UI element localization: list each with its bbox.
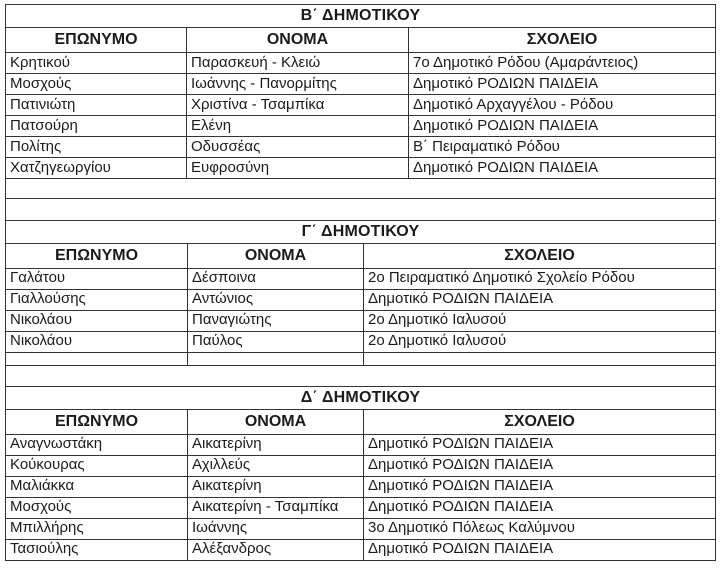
cell: Τασιούλης <box>6 539 188 560</box>
cell: Μοσχούς <box>6 497 188 518</box>
grade-table-b-dimotikou <box>5 4 716 179</box>
cell: 7ο Δημοτικό Ρόδου (Αμαράντειος) <box>409 53 716 74</box>
cell: Οδυσσέας <box>187 137 409 158</box>
table-row <box>6 137 716 158</box>
table-title: Δ΄ ΔΗΜΟΤΙΚΟΥ <box>6 386 716 409</box>
table-title: Γ΄ ΔΗΜΟΤΙΚΟΥ <box>6 220 716 243</box>
table-row <box>6 310 716 331</box>
table-row <box>6 116 716 137</box>
cell: Δημοτικό ΡΟΔΙΩΝ ΠΑΙΔΕΙΑ <box>409 74 716 95</box>
column-header-surname: ΕΠΩΝΥΜΟ <box>6 28 187 53</box>
cell: Δημοτικό ΡΟΔΙΩΝ ΠΑΙΔΕΙΑ <box>409 158 716 179</box>
cell: Νικολάου <box>6 331 188 352</box>
cell: Ελένη <box>187 116 409 137</box>
table-row <box>6 53 716 74</box>
cell: Ιωάννης <box>188 518 364 539</box>
empty-row <box>5 365 716 387</box>
cell: Μπιλλήρης <box>6 518 188 539</box>
cell: Δημοτικό ΡΟΔΙΩΝ ΠΑΙΔΕΙΑ <box>364 289 716 310</box>
table-title: Β΄ ΔΗΜΟΤΙΚΟΥ <box>6 5 716 28</box>
cell: Πατσούρη <box>6 116 187 137</box>
cell: Μαλιάκκα <box>6 476 188 497</box>
cell: Αλέξανδρος <box>188 539 364 560</box>
cell: Αικατερίνη - Τσαμπίκα <box>188 497 364 518</box>
table-row <box>6 289 716 310</box>
table-row <box>6 158 716 179</box>
table-row <box>6 497 716 518</box>
table-body <box>6 268 716 366</box>
grade-table-d-dimotikou <box>5 386 716 561</box>
table-row <box>6 455 716 476</box>
cell: Παρασκευή - Κλειώ <box>187 53 409 74</box>
cell: Γιαλλούσης <box>6 289 188 310</box>
cell <box>364 352 716 366</box>
cell <box>188 352 364 366</box>
column-header-firstname: ΟΝΟΜΑ <box>188 409 364 434</box>
column-header-firstname: ΟΝΟΜΑ <box>188 243 364 268</box>
table-row <box>6 352 716 366</box>
title-row <box>6 386 716 409</box>
cell: Πατινιώτη <box>6 95 187 116</box>
cell: Δέσποινα <box>188 268 364 289</box>
grade-table-g-dimotikou <box>5 220 716 367</box>
table-row <box>6 518 716 539</box>
table-row <box>6 268 716 289</box>
table-row <box>6 95 716 116</box>
empty-row <box>5 198 716 221</box>
table-body <box>6 434 716 560</box>
cell: Δημοτικό ΡΟΔΙΩΝ ΠΑΙΔΕΙΑ <box>364 497 716 518</box>
cell: Δημοτικό Αρχαγγέλου - Ρόδου <box>409 95 716 116</box>
cell: Παναγιώτης <box>188 310 364 331</box>
cell: Πολίτης <box>6 137 187 158</box>
cell: Β΄ Πειραματικό Ρόδου <box>409 137 716 158</box>
cell: Αικατερίνη <box>188 434 364 455</box>
title-row <box>6 5 716 28</box>
table-row <box>6 539 716 560</box>
cell: Αναγνωστάκη <box>6 434 188 455</box>
cell: Μοσχούς <box>6 74 187 95</box>
header-row <box>6 409 716 434</box>
cell: 2ο Δημοτικό Ιαλυσού <box>364 331 716 352</box>
cell: Χατζηγεωργίου <box>6 158 187 179</box>
cell: Κρητικού <box>6 53 187 74</box>
column-header-school: ΣΧΟΛΕΙΟ <box>409 28 716 53</box>
cell: 2ο Πειραματικό Δημοτικό Σχολείο Ρόδου <box>364 268 716 289</box>
column-header-firstname: ΟΝΟΜΑ <box>187 28 409 53</box>
title-row <box>6 220 716 243</box>
cell: Νικολάου <box>6 310 188 331</box>
header-row <box>6 28 716 53</box>
column-header-surname: ΕΠΩΝΥΜΟ <box>6 409 188 434</box>
header-row <box>6 243 716 268</box>
table-row <box>6 74 716 95</box>
cell: Δημοτικό ΡΟΔΙΩΝ ΠΑΙΔΕΙΑ <box>364 455 716 476</box>
cell: Αντώνιος <box>188 289 364 310</box>
column-header-surname: ΕΠΩΝΥΜΟ <box>6 243 188 268</box>
column-header-school: ΣΧΟΛΕΙΟ <box>364 409 716 434</box>
cell: Δημοτικό ΡΟΔΙΩΝ ΠΑΙΔΕΙΑ <box>364 434 716 455</box>
cell: Δημοτικό ΡΟΔΙΩΝ ΠΑΙΔΕΙΑ <box>364 476 716 497</box>
cell: Αχιλλεύς <box>188 455 364 476</box>
cell: Δημοτικό ΡΟΔΙΩΝ ΠΑΙΔΕΙΑ <box>364 539 716 560</box>
cell: 3ο Δημοτικό Πόλεως Καλύμνου <box>364 518 716 539</box>
cell: Ιωάννης - Πανορμίτης <box>187 74 409 95</box>
table-row <box>6 434 716 455</box>
empty-row <box>5 178 716 200</box>
cell <box>6 352 188 366</box>
column-header-school: ΣΧΟΛΕΙΟ <box>364 243 716 268</box>
cell: Ευφροσύνη <box>187 158 409 179</box>
cell: Δημοτικό ΡΟΔΙΩΝ ΠΑΙΔΕΙΑ <box>409 116 716 137</box>
cell: Παύλος <box>188 331 364 352</box>
cell: 2ο Δημοτικό Ιαλυσού <box>364 310 716 331</box>
cell: Γαλάτου <box>6 268 188 289</box>
table-row <box>6 476 716 497</box>
table-row <box>6 331 716 352</box>
cell: Κούκουρας <box>6 455 188 476</box>
table-body <box>6 53 716 179</box>
cell: Αικατερίνη <box>188 476 364 497</box>
cell: Χριστίνα - Τσαμπίκα <box>187 95 409 116</box>
